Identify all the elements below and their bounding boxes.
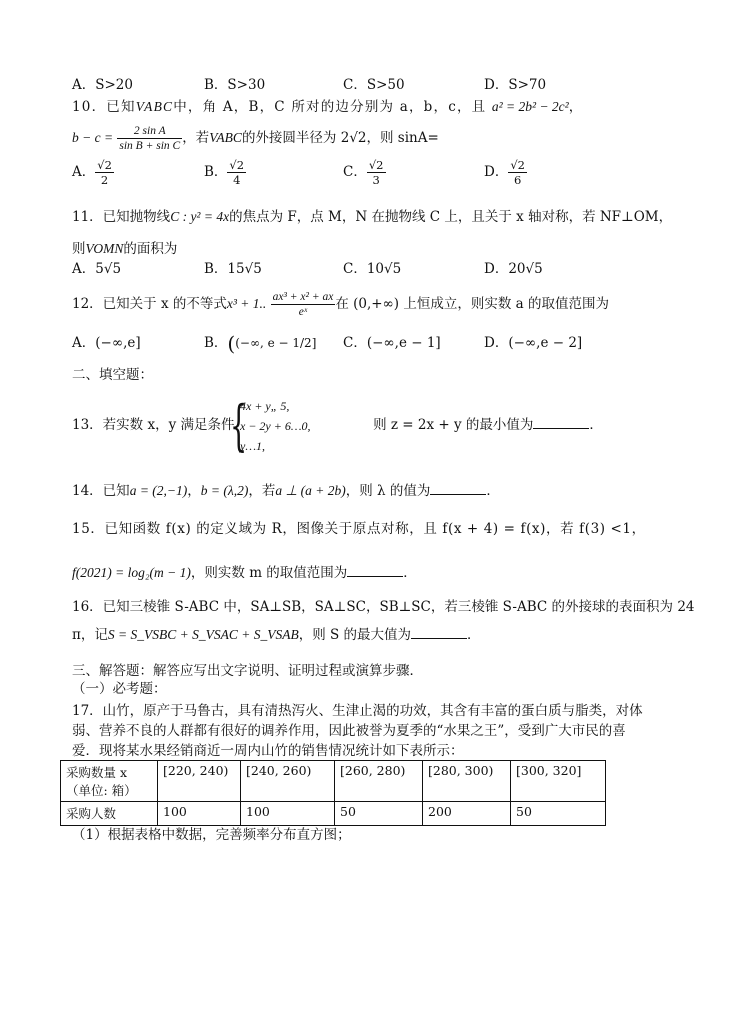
- q16-answer-blank: [411, 626, 467, 639]
- q16-line2: π，记S = S_VSBC + S_VSAC + S_VSAB，则 S 的最大值为 ．: [72, 627, 481, 643]
- q11-option-d: D．20√5: [484, 261, 543, 277]
- q13-brace: {: [230, 394, 248, 457]
- q17-part1: （1）根据表格中数据，完善频率分布直方图；: [72, 827, 351, 843]
- q12-option-a: A．(−∞,e]: [72, 335, 141, 351]
- q9-option-b: B．S>30: [204, 77, 266, 93]
- table-cell: [260, 280): [335, 761, 423, 802]
- q15-equation: f(2021) = log₂(m − 1): [72, 565, 191, 580]
- table-cell: [280, 300): [423, 761, 511, 802]
- q10-triangle-2: VABC: [209, 130, 242, 145]
- table-cell: 100: [241, 802, 335, 826]
- q10-line2: [72, 124, 439, 153]
- q10-option-b: B． $\frac{√2}{4}$: [204, 158, 245, 187]
- q11-equation: C : y² = 4x: [170, 209, 230, 224]
- q9-option-a: A．S>20: [72, 77, 133, 93]
- table-cell: [300, 320]: [511, 761, 606, 802]
- q14-line: 14．已知a = (2,−1)，b = (λ,2)，若a ⊥ (a + 2b)，则 λ 的值为 ．: [72, 483, 500, 499]
- q10-lhs: b − c =: [72, 130, 114, 145]
- q10-text-d: 的外接圆半径为: [241, 130, 337, 146]
- q13-line: 13．若实数 x，y 满足条件 则 z = 2x + y 的最小值为 ．: [72, 417, 603, 433]
- q12-fraction: $\frac{\text{ax³ + x² + ax}}{\text{eˣ}}$: [272, 291, 334, 318]
- q12-line1: 12．已知关于 x 的不等式x³ + 1.. $\frac{\text{ax³ + x² + ax}}{\text{eˣ}}$ 在 (0,+∞) 上恒成立，则实数 a 的取值范围为: [72, 291, 609, 318]
- table-cell: 50: [511, 802, 606, 826]
- q10-equation: a² = 2b² − 2c²: [491, 99, 569, 114]
- q14-vector-a: a = (2,−1): [129, 483, 188, 498]
- q14-condition: a ⊥ (a + 2b): [275, 483, 346, 498]
- q15-answer-blank: [347, 564, 403, 577]
- q10-text-c: ，若: [182, 130, 210, 146]
- q9-option-c: C．S>50: [343, 77, 405, 93]
- subsection-required: （一）必考题：: [72, 681, 167, 697]
- q9-option-d: D．S>70: [484, 77, 547, 93]
- q17-line3: 爱．现将某水果经销商近一周内山竹的销售情况统计如下表所示：: [72, 743, 464, 759]
- q10-text-e: ，则 sinA=: [366, 130, 439, 146]
- q13-answer-blank: [533, 416, 589, 429]
- q10-option-c: C． $\frac{√2}{3}$: [343, 158, 384, 187]
- q11-line1: 11．已知抛物线C : y² = 4x的焦点为 F，点 M，N 在抛物线 C 上，且关于 x 轴对称，若 NF⊥OM，: [72, 209, 673, 225]
- q16-line1: 16．已知三棱锥 S-ABC 中，SA⊥SB，SA⊥SC，SB⊥SC，若三棱锥 S-ABC 的外接球的表面积为 24: [72, 599, 695, 615]
- section-solutions: 三、解答题：解答应写出文字说明、证明过程或演算步骤．: [72, 663, 423, 679]
- q14-answer-blank: [430, 482, 486, 495]
- table-cell: 200: [423, 802, 511, 826]
- q12-option-c: C．(−∞,e − 1]: [343, 335, 441, 351]
- q10-option-a: A． $\frac{√2}{2}$: [72, 158, 112, 187]
- table-cell: [220, 240): [158, 761, 241, 802]
- table-cell: 50: [335, 802, 423, 826]
- q15-line2: f(2021) = log₂(m − 1)，则实数 m 的取值范围为 ．: [72, 565, 417, 581]
- q12-option-b: B．((−∞, e − 1/2]: [204, 331, 317, 356]
- q11-line2: 则VOMN的面积为: [72, 241, 178, 257]
- q15-line1: 15．已知函数 f(x) 的定义域为 R，图像关于原点对称，且 f(x + 4) = f(x)，若 f(3) <1，: [72, 521, 646, 537]
- q17-line1: 17．山竹，原产于马鲁古，具有清热泻火、生津止渴的功效，其含有丰富的蛋白质与脂类，对体: [72, 703, 643, 719]
- q10-radius: 2√2: [340, 130, 367, 146]
- q10-line1: 10．已知VABC中，角 A，B，C 所对的边分别为 a，b，c，且 a² = 2b² − 2c²，: [72, 99, 584, 115]
- section-fill-blank: 二、填空题：: [72, 367, 153, 383]
- q11-option-b: B．15√5: [204, 261, 262, 277]
- table-row: [61, 761, 606, 802]
- q14-vector-b: b = (λ,2): [200, 483, 249, 498]
- q10-triangle: VABC: [135, 99, 174, 114]
- q10-option-d: D． $\frac{√2}{6}$: [484, 158, 525, 187]
- q10-fraction: $\frac{\text{2 sin A}}{\text{sin B + sin C}}$: [119, 125, 181, 152]
- q10-text: 10．已知: [72, 99, 136, 115]
- q12-inequality: x³ + 1..: [226, 296, 267, 311]
- q11-option-c: C．10√5: [343, 261, 402, 277]
- table-header-cell: 采购数量 x （单位: 箱）: [61, 761, 158, 802]
- q10-text-b: 中，角 A，B，C 所对的边分别为 a，b，c，且: [173, 99, 487, 115]
- table-cell: 100: [158, 802, 241, 826]
- table-cell: [240, 260): [241, 761, 335, 802]
- table-header-cell: 采购人数: [61, 802, 158, 826]
- q17-table: [60, 760, 606, 826]
- table-row: [61, 802, 606, 826]
- q16-equation: S = S_VSBC + S_VSAC + S_VSAB: [107, 627, 299, 642]
- q13-system: 4x + y„ 5, x − 2y + 6…0, y…1,: [240, 399, 311, 453]
- q11-option-a: A．5√5: [72, 261, 122, 277]
- q11-triangle: VOMN: [85, 241, 124, 256]
- q12-option-d: D．(−∞,e − 2]: [484, 335, 583, 351]
- q17-line2: 弱、营养不良的人群都有很好的调养作用，因此被誉为夏季的“水果之王”，受到广大市民的喜: [72, 723, 626, 739]
